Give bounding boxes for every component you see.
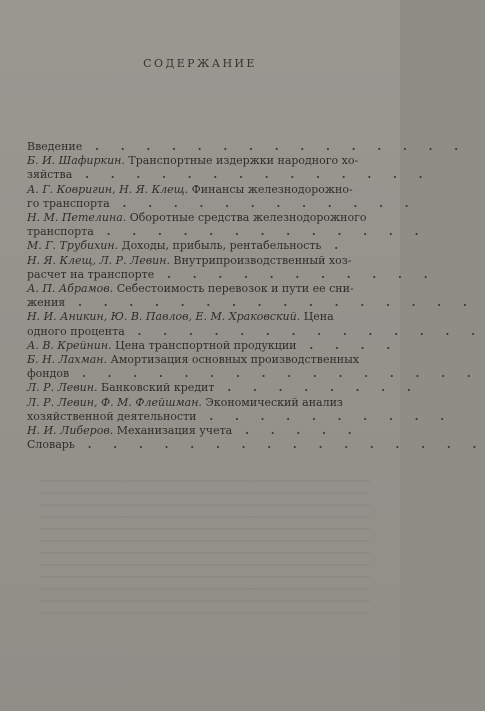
entry-author: Н. М. Петелина. bbox=[27, 211, 127, 225]
entry-author: А. В. Крейнин. bbox=[27, 338, 112, 352]
entry-author: Л. Р. Левин, Ф. М. Флейшман. bbox=[27, 395, 202, 409]
dot-leader: . . . . . . . . . . . . . . . . bbox=[74, 438, 485, 452]
toc-entry bbox=[27, 154, 432, 182]
entry-title: Цена bbox=[300, 310, 334, 324]
entry-title: Себестоимость перевозок и пути ее сни- bbox=[113, 282, 354, 296]
entry-author: Л. Р. Левин. bbox=[27, 381, 98, 395]
toc-entry bbox=[27, 424, 379, 438]
toc-entry bbox=[27, 381, 420, 395]
dot-leader: . . . . . . . . . . . . . . . . bbox=[65, 296, 476, 310]
entry-title: Доходы, прибыль, рентабельность bbox=[118, 239, 322, 253]
entry-title-continued: расчет на транспорте bbox=[27, 267, 155, 281]
toc-entry bbox=[27, 182, 418, 211]
toc-entry bbox=[27, 395, 454, 424]
entry-title-continued: го транспорта bbox=[27, 196, 110, 210]
dot-leader: . . . . . . . . . . . . . . . . bbox=[69, 367, 480, 381]
toc-entry bbox=[27, 211, 428, 239]
entry-title: Оборотные средства железнодорожного bbox=[126, 211, 367, 225]
entry-title: Внутрипроизводственный хоз- bbox=[169, 253, 352, 267]
dot-leader: . . . . . . . . . . . . . . . bbox=[82, 140, 468, 153]
dot-leader: . . . . . . . . bbox=[214, 381, 420, 395]
entry-title: Цена транспортной продукции bbox=[111, 338, 297, 352]
entry-author: Б. Н. Лахман. bbox=[27, 353, 108, 367]
entry-title: Банковский кредит bbox=[97, 381, 215, 395]
entry-author: М. Г. Трубихин. bbox=[27, 239, 119, 253]
toc-entry bbox=[27, 253, 437, 282]
show-through-text bbox=[40, 470, 370, 620]
dot-leader: . . . . . . . . . . . bbox=[154, 267, 437, 281]
toc-entry bbox=[27, 353, 480, 381]
entry-author: Б. И. Шафиркин. bbox=[27, 154, 125, 168]
entry-author: Н. Я. Клещ, Л. Р. Левин. bbox=[27, 253, 170, 267]
entry-title-continued: хозяйственной деятельности bbox=[27, 409, 197, 423]
toc-entry bbox=[27, 338, 400, 353]
table-of-contents bbox=[27, 140, 485, 452]
entry-title: Амортизация основных производственных bbox=[107, 353, 360, 367]
entry-title: Словарь bbox=[27, 438, 75, 452]
entry-title-continued: жения bbox=[27, 296, 66, 310]
page-title: СОДЕРЖАНИЕ bbox=[143, 57, 257, 70]
entry-title: Финансы железнодорожно- bbox=[188, 182, 353, 196]
dot-leader: . . . . . . . . . . . . bbox=[109, 196, 418, 210]
toc-entry bbox=[27, 140, 468, 154]
dot-leader: . . . . bbox=[296, 338, 400, 352]
entry-title: Введение bbox=[27, 140, 83, 153]
toc-entry bbox=[27, 282, 476, 310]
entry-title: Транспортные издержки народного хо- bbox=[124, 154, 359, 168]
toc-entry bbox=[27, 438, 485, 452]
entry-title-continued: одного процента bbox=[27, 324, 125, 338]
toc-entry bbox=[27, 310, 485, 338]
entry-title-continued: зяйства bbox=[27, 168, 73, 182]
entry-author: А. П. Абрамов. bbox=[27, 282, 114, 296]
entry-author: Н. И. Либеров. bbox=[27, 424, 114, 438]
dot-leader: . . . . . bbox=[232, 424, 361, 438]
entry-author: А. Г. Ковригин, Н. Я. Клещ. bbox=[27, 182, 189, 196]
entry-title: Экономический анализ bbox=[201, 395, 343, 409]
toc-entry bbox=[27, 239, 379, 253]
dot-leader: . . . . . . . . . . . . . bbox=[93, 225, 428, 239]
entry-title: Механизация учета bbox=[113, 424, 233, 438]
dot-leader: . . . . . . . . . . . . . . bbox=[124, 324, 485, 338]
dot-leader: . bbox=[321, 239, 348, 253]
entry-title-continued: фондов bbox=[27, 367, 70, 381]
entry-author: Н. И. Аникин, Ю. В. Павлов, Е. М. Храковский. bbox=[27, 310, 301, 324]
dot-leader: . . . . . . . . . . . . . . bbox=[72, 168, 432, 182]
dot-leader: . . . . . . . . . . bbox=[196, 409, 454, 423]
entry-title-continued: транспорта bbox=[27, 225, 94, 239]
